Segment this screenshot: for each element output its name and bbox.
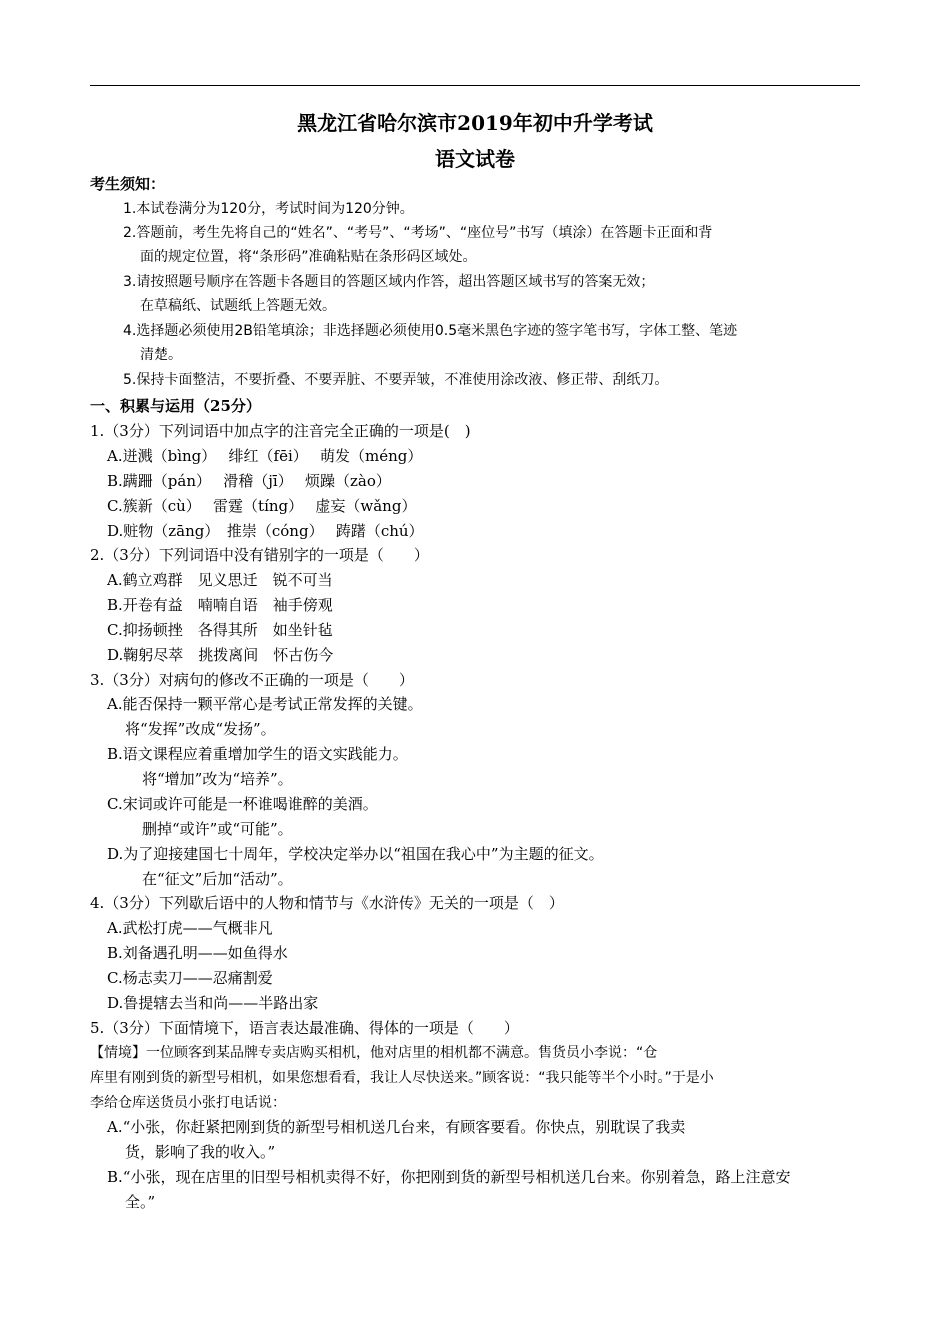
notice-line: 5.保持卡面整洁，不要折叠、不要弄脏、不要弄皱，不准使用涂改液、修正带、刮纸刀。 — [123, 372, 669, 388]
option-note: 将“增加”改为“培养”。 — [142, 770, 293, 788]
option-continued: 全。” — [125, 1193, 156, 1211]
question-option: B.语文课程应着重增加学生的语文实践能力。 — [107, 745, 408, 763]
notice-line: 2.答题前，考生先将自己的“姓名”、“考号”、“考场”、“座位号”书写（填涂）在答题卡正面和背 — [123, 225, 713, 241]
question-option: B.“小张，现在店里的旧型号相机卖得不好，你把刚到货的新型号相机送几台来。你别着急，路上注意安 — [107, 1168, 791, 1186]
question-option: D.鲁提辖去当和尚——半路出家 — [107, 994, 319, 1012]
option-note: 在“征文”后加“活动”。 — [142, 870, 293, 888]
question-option: A.武松打虎——气概非凡 — [107, 919, 273, 937]
question-option: D.赃物（zāng） 推崇（cóng） 踌躇（chú） — [107, 522, 424, 540]
option-continued: 货，影响了我的收入。” — [125, 1143, 276, 1161]
question-option: A.迸溅（bìng） 绯红（fēi） 萌发（méng） — [107, 447, 423, 465]
context-line: 【情境】一位顾客到某品牌专卖店购买相机，他对店里的相机都不满意。售货员小李说：“仓 — [90, 1045, 658, 1061]
notice-line: 清楚。 — [140, 347, 182, 363]
question-option: A.能否保持一颗平常心是考试正常发挥的关键。 — [107, 695, 423, 713]
question-stem: 1.（3分）下列词语中加点字的注音完全正确的一项是( ) — [90, 422, 471, 440]
question-option: D.鞠躬尽萃 挑拨离间 怀古伤今 — [107, 646, 334, 664]
notice-heading: 考生须知： — [90, 175, 166, 193]
exam-title: 黑龙江省哈尔滨市2019年初中升学考试 — [297, 111, 653, 135]
notice-line: 4.选择题必须使用2B铅笔填涂；非选择题必须使用0.5毫米黑色字迹的签字笔书写，字体工整、笔迹 — [123, 323, 738, 339]
option-note: 将“发挥”改成“发扬”。 — [125, 720, 276, 738]
question-option: C.杨志卖刀——忍痛割爱 — [107, 969, 273, 987]
question-option: A.鹤立鸡群 见义思迁 锐不可当 — [107, 571, 333, 589]
question-stem: 4.（3分）下列歇后语中的人物和情节与《水浒传》无关的一项是（ ） — [90, 894, 564, 912]
context-line: 库里有刚到货的新型号相机，如果您想看看，我让人尽快送来。”顾客说：“我只能等半个小时。”于是小 — [90, 1070, 714, 1086]
notice-line: 面的规定位置，将“条形码”准确粘贴在条形码区域处。 — [140, 249, 477, 265]
question-option: B.刘备遇孔明——如鱼得水 — [107, 944, 288, 962]
question-option: A.“小张，你赶紧把刚到货的新型号相机送几台来，有顾客要看。你快点，别耽误了我卖 — [107, 1118, 686, 1136]
question-stem: 3.（3分）对病句的修改不正确的一项是（ ） — [90, 671, 414, 689]
context-line: 李给仓库送货员小张打电话说： — [90, 1095, 286, 1111]
question-option: B.开卷有益 喃喃自语 袖手傍观 — [107, 596, 333, 614]
top-rule — [90, 85, 860, 86]
question-option: C.抑扬顿挫 各得其所 如坐针毡 — [107, 621, 333, 639]
notice-line: 1.本试卷满分为120分，考试时间为120分钟。 — [123, 201, 414, 217]
notice-line: 3.请按照题号顺序在答题卡各题目的答题区域内作答，超出答题区域书写的答案无效； — [123, 274, 655, 290]
question-option: D.为了迎接建国七十周年，学校决定举办以“祖国在我心中”为主题的征文。 — [107, 845, 604, 863]
question-option: C.簇新（cù） 雷霆（tíng） 虚妄（wǎng） — [107, 497, 417, 515]
option-note: 删掉“或许”或“可能”。 — [142, 820, 293, 838]
question-stem: 2.（3分）下列词语中没有错别字的一项是（ ） — [90, 546, 429, 564]
notice-line: 在草稿纸、试题纸上答题无效。 — [140, 298, 336, 314]
section-heading: 一、积累与运用（25分） — [90, 397, 261, 415]
question-option: C.宋词或许可能是一杯谁喝谁醉的美酒。 — [107, 795, 378, 813]
question-stem: 5.（3分）下面情境下，语言表达最准确、得体的一项是（ ） — [90, 1019, 519, 1037]
exam-subtitle: 语文试卷 — [435, 147, 515, 171]
question-option: B.蹒跚（pán） 滑稽（jī） 烦躁（zào） — [107, 472, 391, 490]
